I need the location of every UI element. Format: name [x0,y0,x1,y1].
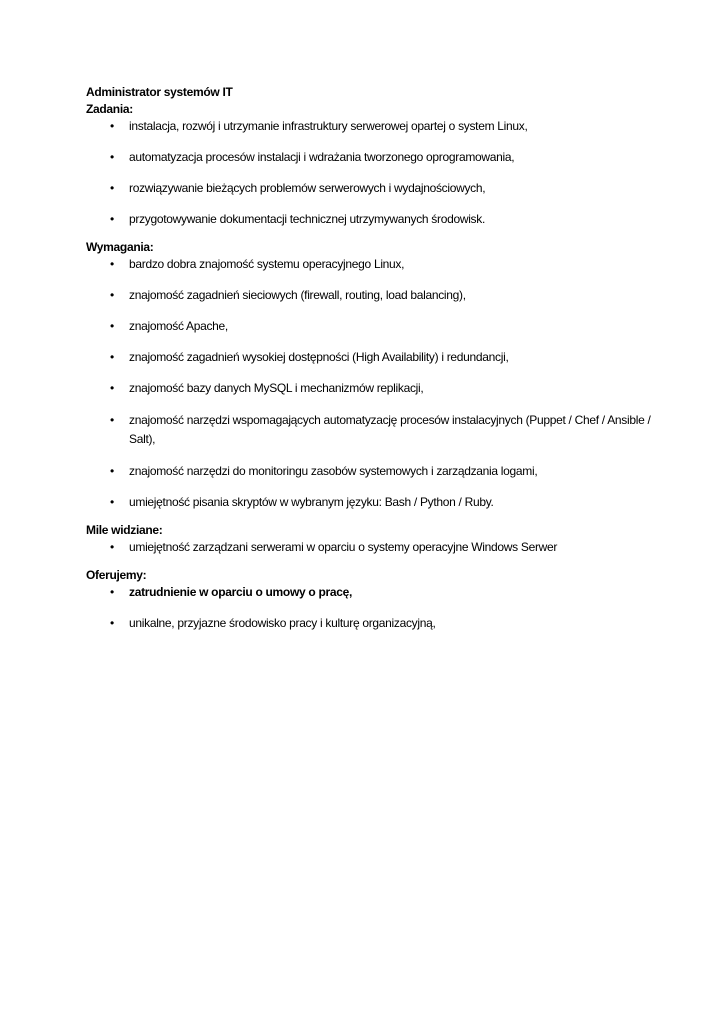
list-item: • rozwiązywanie bieżących problemów serwerowych i wydajnościowych, [110,181,486,195]
bullet-list [86,539,666,556]
list-item: • znajomość narzędzi do monitoringu zasobów systemowych i zarządzania logami, [110,464,538,478]
bullet-icon: • [110,150,114,164]
bullet-icon: • [110,585,114,599]
list-item: • przygotowywanie dokumentacji technicznej utrzymywanych środowisk. [110,212,485,226]
bullet-icon: • [110,319,114,333]
list-item: • umiejętność zarządzani serwerami w oparciu o systemy operacyjne Windows Serwer [110,540,558,554]
bullet-icon: • [110,257,114,271]
bullet-icon: • [110,381,114,395]
section-mile-widziane [86,522,666,556]
document-page [86,84,666,632]
bullet-icon: • [110,288,114,302]
section-heading: Zadania: [86,102,133,116]
list-item: • umiejętność pisania skryptów w wybranym języku: Bash / Python / Ruby. [110,495,494,509]
bullet-icon: • [110,464,114,478]
section-oferujemy [86,567,666,632]
bullet-icon: • [110,119,114,133]
bullet-icon: • [110,540,114,554]
list-item: • znajomość bazy danych MySQL i mechanizmów replikacji, [110,381,424,395]
bullet-icon: • [110,212,114,226]
list-item: • unikalne, przyjazne środowisko pracy i kulturę organizacyjną, [110,616,436,630]
bullet-icon: • [110,495,114,509]
bullet-icon: • [110,413,114,427]
document-title: Administrator systemów IT [86,85,233,99]
list-item: • automatyzacja procesów instalacji i wdrażania tworzonego oprogramowania, [110,150,515,164]
section-heading: Mile widziane: [86,523,163,537]
bullet-list [86,256,666,511]
list-item: • znajomość zagadnień wysokiej dostępności (High Availability) i redundancji, [110,350,509,364]
bullet-icon: • [110,350,114,364]
list-item: • bardzo dobra znajomość systemu operacyjnego Linux, [110,257,405,271]
list-item: • znajomość narzędzi wspomagających automatyzację procesów instalacyjnych (Puppet / Chef / Ansible / Salt), [110,413,651,446]
section-zadania [86,101,666,228]
list-item: • znajomość Apache, [110,319,228,333]
bullet-list [86,584,666,632]
list-item: • instalacja, rozwój i utrzymanie infrastruktury serwerowej opartej o system Linux, [110,119,528,133]
bullet-icon: • [110,181,114,195]
section-heading: Oferujemy: [86,568,147,582]
section-heading: Wymagania: [86,240,154,254]
bullet-list [86,118,666,228]
list-item: • znajomość zagadnień sieciowych (firewall, routing, load balancing), [110,288,466,302]
list-item: • zatrudnienie w oparciu o umowy o pracę, [110,585,353,599]
bullet-icon: • [110,616,114,630]
section-wymagania [86,239,666,511]
